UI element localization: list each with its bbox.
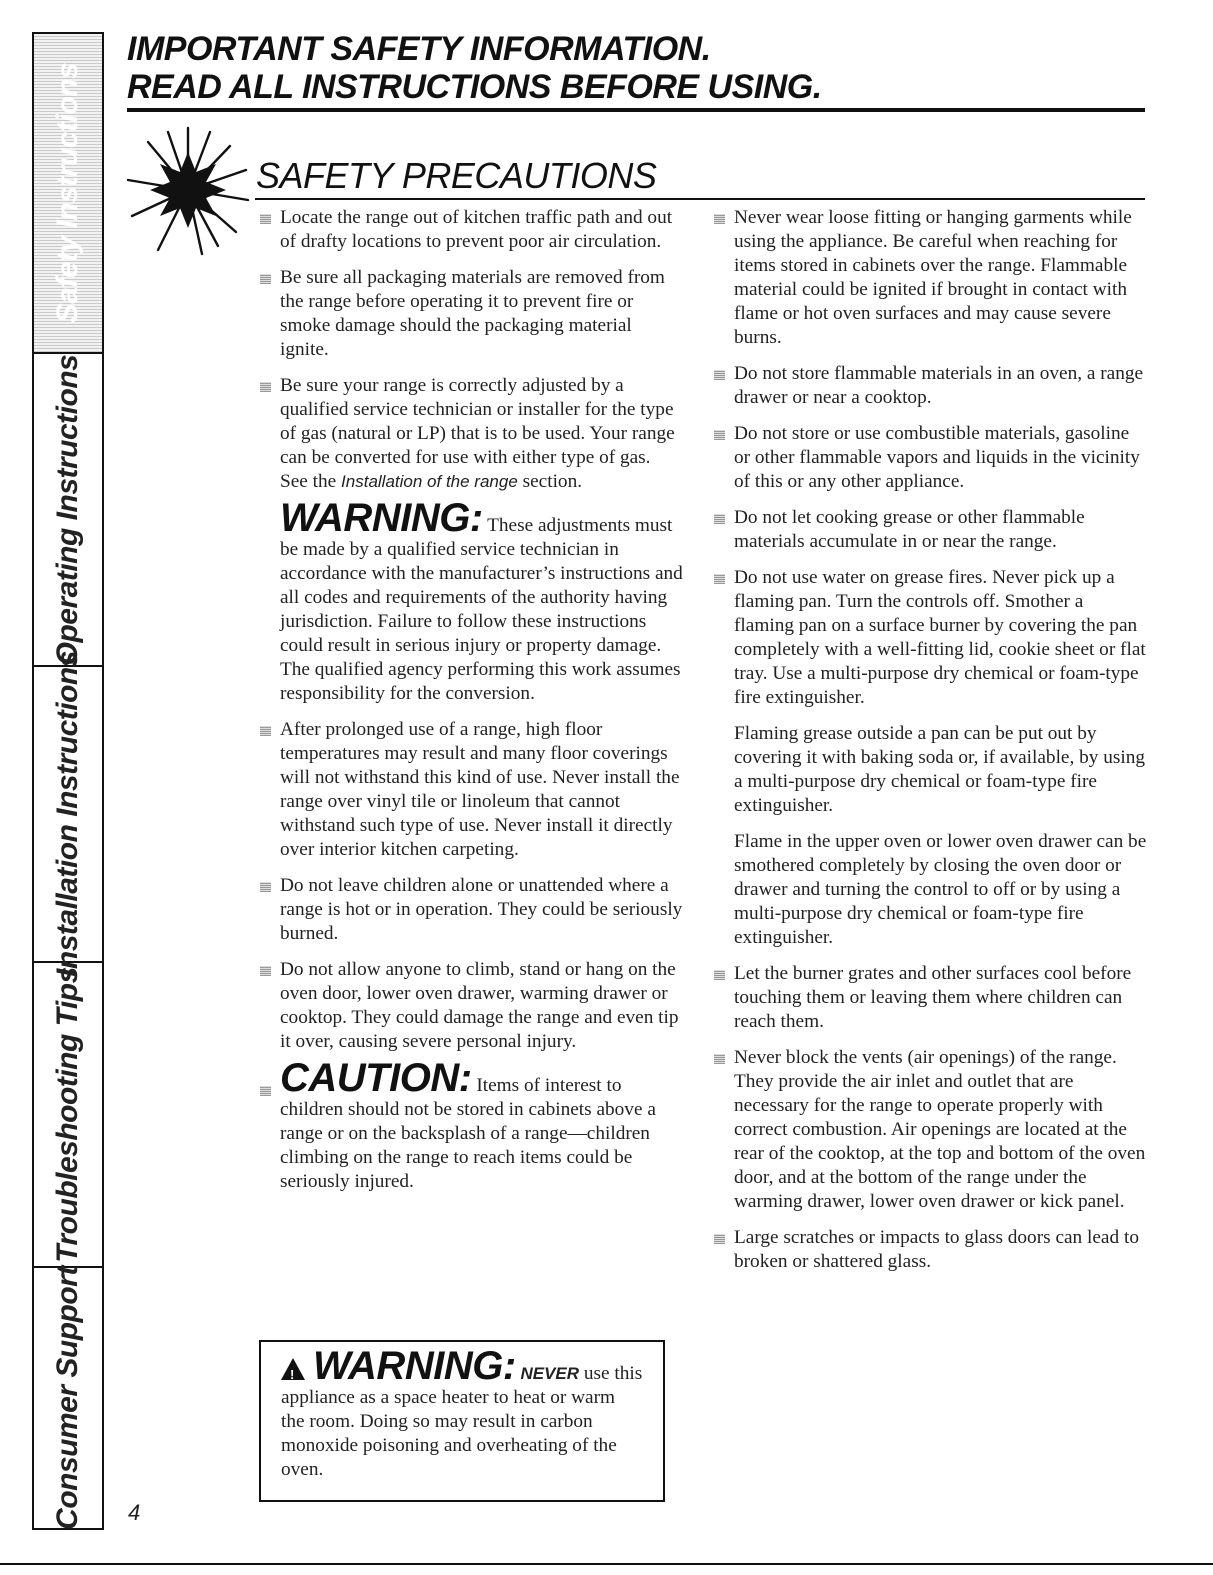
page-number: 4 <box>128 1500 141 1525</box>
bullet-square-icon <box>260 966 271 976</box>
tab-installation-instructions[interactable] <box>34 651 102 977</box>
list-item: Large scratches or impacts to glass doors can lead to broken or shattered glass. <box>712 1226 1147 1274</box>
page-header <box>127 30 822 106</box>
list-item: Never block the vents (air openings) of the range. They provide the air inlet and outlet that are necessary for the range to operate properly with correct combustion. Air openings are located at the rear of the cooktop, at the top and bottom of the oven door, and at the bottom of the range under the warming drawer, lower oven drawer or kick panel. <box>712 1046 1147 1214</box>
tab-consumer-support[interactable] <box>34 1268 102 1528</box>
list-item: Let the burner grates and other surfaces cool before touching them or leaving them where children can reach them. <box>712 962 1147 1034</box>
starburst-icon <box>118 120 258 260</box>
caution-label: CAUTION: <box>280 1056 472 1100</box>
bullet-square-icon <box>260 1086 271 1096</box>
bullet-square-icon <box>260 214 271 224</box>
list-item: Be sure your range is correctly adjusted by a qualified service technician or installer for the type of gas (natural or LP) that is to be used. Your range can be converted for use with either type of gas. See the Installation of the range section. <box>258 374 683 494</box>
list-item: Be sure all packaging materials are removed from the range before operating it to prevent fire or smoke damage should the packaging material ignite. <box>258 266 683 362</box>
warning-label: WARNING: <box>313 1344 516 1388</box>
list-item: After prolonged use of a range, high floor temperatures may result and many floor coverings will not withstand this kind of use. Never install the range over vinyl tile or linoleum that cannot withstand such type of use. Never install it directly over interior kitchen carpeting. <box>258 718 683 862</box>
bullet-square-icon <box>714 1234 725 1244</box>
never-label: NEVER <box>520 1364 580 1383</box>
paragraph: Flaming grease outside a pan can be put out by covering it with baking soda or, if available, by using a multi-purpose dry chemical or foam-type fire extinguisher. <box>734 723 1146 816</box>
right-column <box>712 206 1147 1286</box>
tab-label: Operating Instructions <box>51 354 84 665</box>
bullet-square-icon <box>714 574 725 584</box>
tab-safety-instructions[interactable] <box>34 34 102 354</box>
bottom-rule <box>0 1563 1213 1565</box>
list-item: Locate the range out of kitchen traffic path and out of drafty locations to prevent poor air circulation. <box>258 206 683 254</box>
tab-label: Troubleshooting Tips <box>51 966 84 1263</box>
header-line-2: READ ALL INSTRUCTIONS BEFORE USING. <box>127 68 822 106</box>
tab-label: Consumer Support <box>51 1266 84 1530</box>
tab-operating-instructions[interactable] <box>34 354 102 667</box>
section-rule <box>255 198 1145 200</box>
bullet-square-icon <box>714 514 725 524</box>
list-item: Do not use water on grease fires. Never pick up a flaming pan. Turn the controls off. Smother a flaming pan on a surface burner by covering the pan completely with a well-fitting lid, cookie sheet or flat tray. Use a multi-purpose dry chemical or foam-type fire extinguisher. <box>712 566 1147 710</box>
bullet-square-icon <box>260 382 271 392</box>
header-line-1: IMPORTANT SAFETY INFORMATION. <box>127 30 711 68</box>
list-item: Do not let cooking grease or other flammable materials accumulate in or near the range. <box>712 506 1147 554</box>
list-item: Do not leave children alone or unattended where a range is hot or in operation. They could be seriously burned. <box>258 874 683 946</box>
tab-label: Safety Instructions <box>51 62 84 324</box>
caution-item: CAUTION: Items of interest to children should not be stored in cabinets above a range or on the backsplash of a range—children climbing on the range to reach items could be seriously injured. <box>258 1066 683 1194</box>
paragraph: Flame in the upper oven or lower oven drawer can be smothered completely by closing the oven door or drawer and turning the control to off or by using a multi-purpose dry chemical or foam-type fire extinguisher. <box>734 831 1147 948</box>
left-column <box>258 206 683 1206</box>
bullet-square-icon <box>714 214 725 224</box>
warning-box: !WARNING: NEVER use this appliance as a space heater to heat or warm the room. Doing so may result in carbon monoxide poisoning and overheating of the oven. <box>259 1340 665 1502</box>
tab-troubleshooting-tips[interactable] <box>34 963 102 1268</box>
bullet-square-icon <box>260 726 271 736</box>
bullet-square-icon <box>714 1054 725 1064</box>
installation-reference: Installation of the range <box>341 472 518 491</box>
bullet-square-icon <box>714 970 725 980</box>
header-rule <box>127 108 1145 112</box>
bullet-square-icon <box>260 274 271 284</box>
list-item: Do not allow anyone to climb, stand or hang on the oven door, lower oven drawer, warming drawer or cooktop. They could damage the range and even tip it over, causing severe personal injury. <box>258 958 683 1054</box>
section-sidebar <box>32 32 104 1530</box>
bullet-square-icon <box>714 370 725 380</box>
warning-label: WARNING: <box>280 496 483 540</box>
list-item: Never wear loose fitting or hanging garments while using the appliance. Be careful when reaching for items stored in cabinets over the range. Flammable material could be ignited if brought in contact with flame or hot oven surfaces and may cause severe burns. <box>712 206 1147 350</box>
tab-label: Installation Instructions <box>51 651 84 977</box>
warning-paragraph: WARNING: These adjustments must be made by a qualified service technician in accordance with the manufacturer’s instructions and all codes and requirements of the authority having jurisdiction. Failure to follow these instructions could result in serious injury or property damage. The qualified agency performing this work assumes responsibility for the conversion. <box>280 496 683 704</box>
bullet-square-icon <box>714 430 725 440</box>
list-item: Do not store or use combustible materials, gasoline or other flammable vapors and liquids in the vicinity of this or any other appliance. <box>712 422 1147 494</box>
warning-triangle-icon <box>281 1358 305 1380</box>
list-item: Do not store flammable materials in an oven, a range drawer or near a cooktop. <box>712 362 1147 410</box>
bullet-square-icon <box>260 882 271 892</box>
section-title: SAFETY PRECAUTIONS <box>256 155 657 196</box>
